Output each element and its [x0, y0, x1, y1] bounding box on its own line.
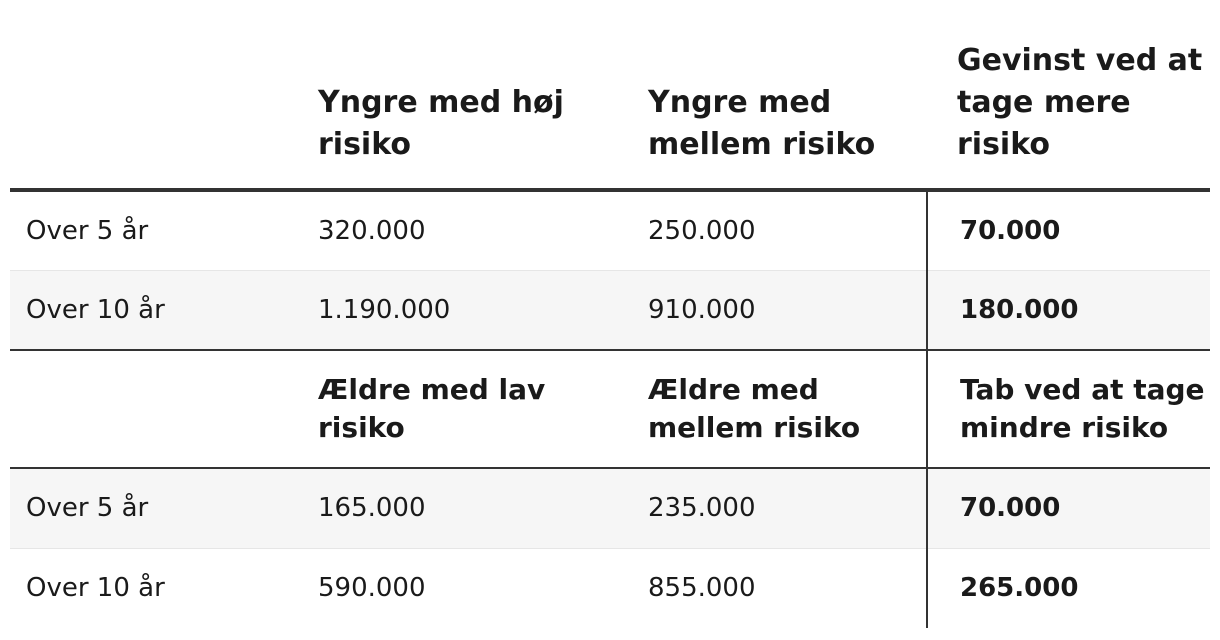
header-corner — [10, 0, 308, 190]
cell-gain-value: 180.000 — [927, 270, 1210, 350]
cell-value: 235.000 — [638, 468, 927, 548]
cell-gain-value: 70.000 — [927, 190, 1210, 270]
header-older-medium-risk: Ældre med mellem risiko — [638, 350, 927, 468]
header-row-older — [10, 350, 1210, 468]
cell-value: 250.000 — [638, 190, 927, 270]
cell-value: 320.000 — [308, 190, 638, 270]
header-gain-more-risk: Gevinst ved at tage mere risiko — [927, 0, 1210, 190]
row-label: Over 5 år — [10, 190, 308, 270]
header-row-young — [10, 0, 1210, 190]
header-older-low-risk: Ældre med lav risiko — [308, 350, 638, 468]
cell-value: 165.000 — [308, 468, 638, 548]
header-corner — [10, 350, 308, 468]
row-label: Over 5 år — [10, 468, 308, 548]
cell-loss-value: 265.000 — [927, 548, 1210, 628]
risk-comparison-table — [10, 0, 1210, 628]
table-row — [10, 468, 1210, 548]
cell-value: 590.000 — [318, 573, 426, 604]
table-row — [10, 548, 1210, 628]
row-label: Over 10 år — [10, 270, 308, 350]
header-young-high-risk: Yngre med høj risiko — [308, 0, 638, 190]
row-label: Over 10 år — [26, 573, 165, 604]
table-row — [10, 190, 1210, 270]
header-loss-less-risk: Tab ved at tage mindre risiko — [927, 350, 1210, 468]
cell-value: 910.000 — [638, 270, 927, 350]
cell-value: 855.000 — [648, 573, 756, 604]
header-young-medium-risk: Yngre med mellem risiko — [638, 0, 927, 190]
cell-value: 1.190.000 — [308, 270, 638, 350]
cell-loss-value: 70.000 — [927, 468, 1210, 548]
table-row — [10, 270, 1210, 350]
